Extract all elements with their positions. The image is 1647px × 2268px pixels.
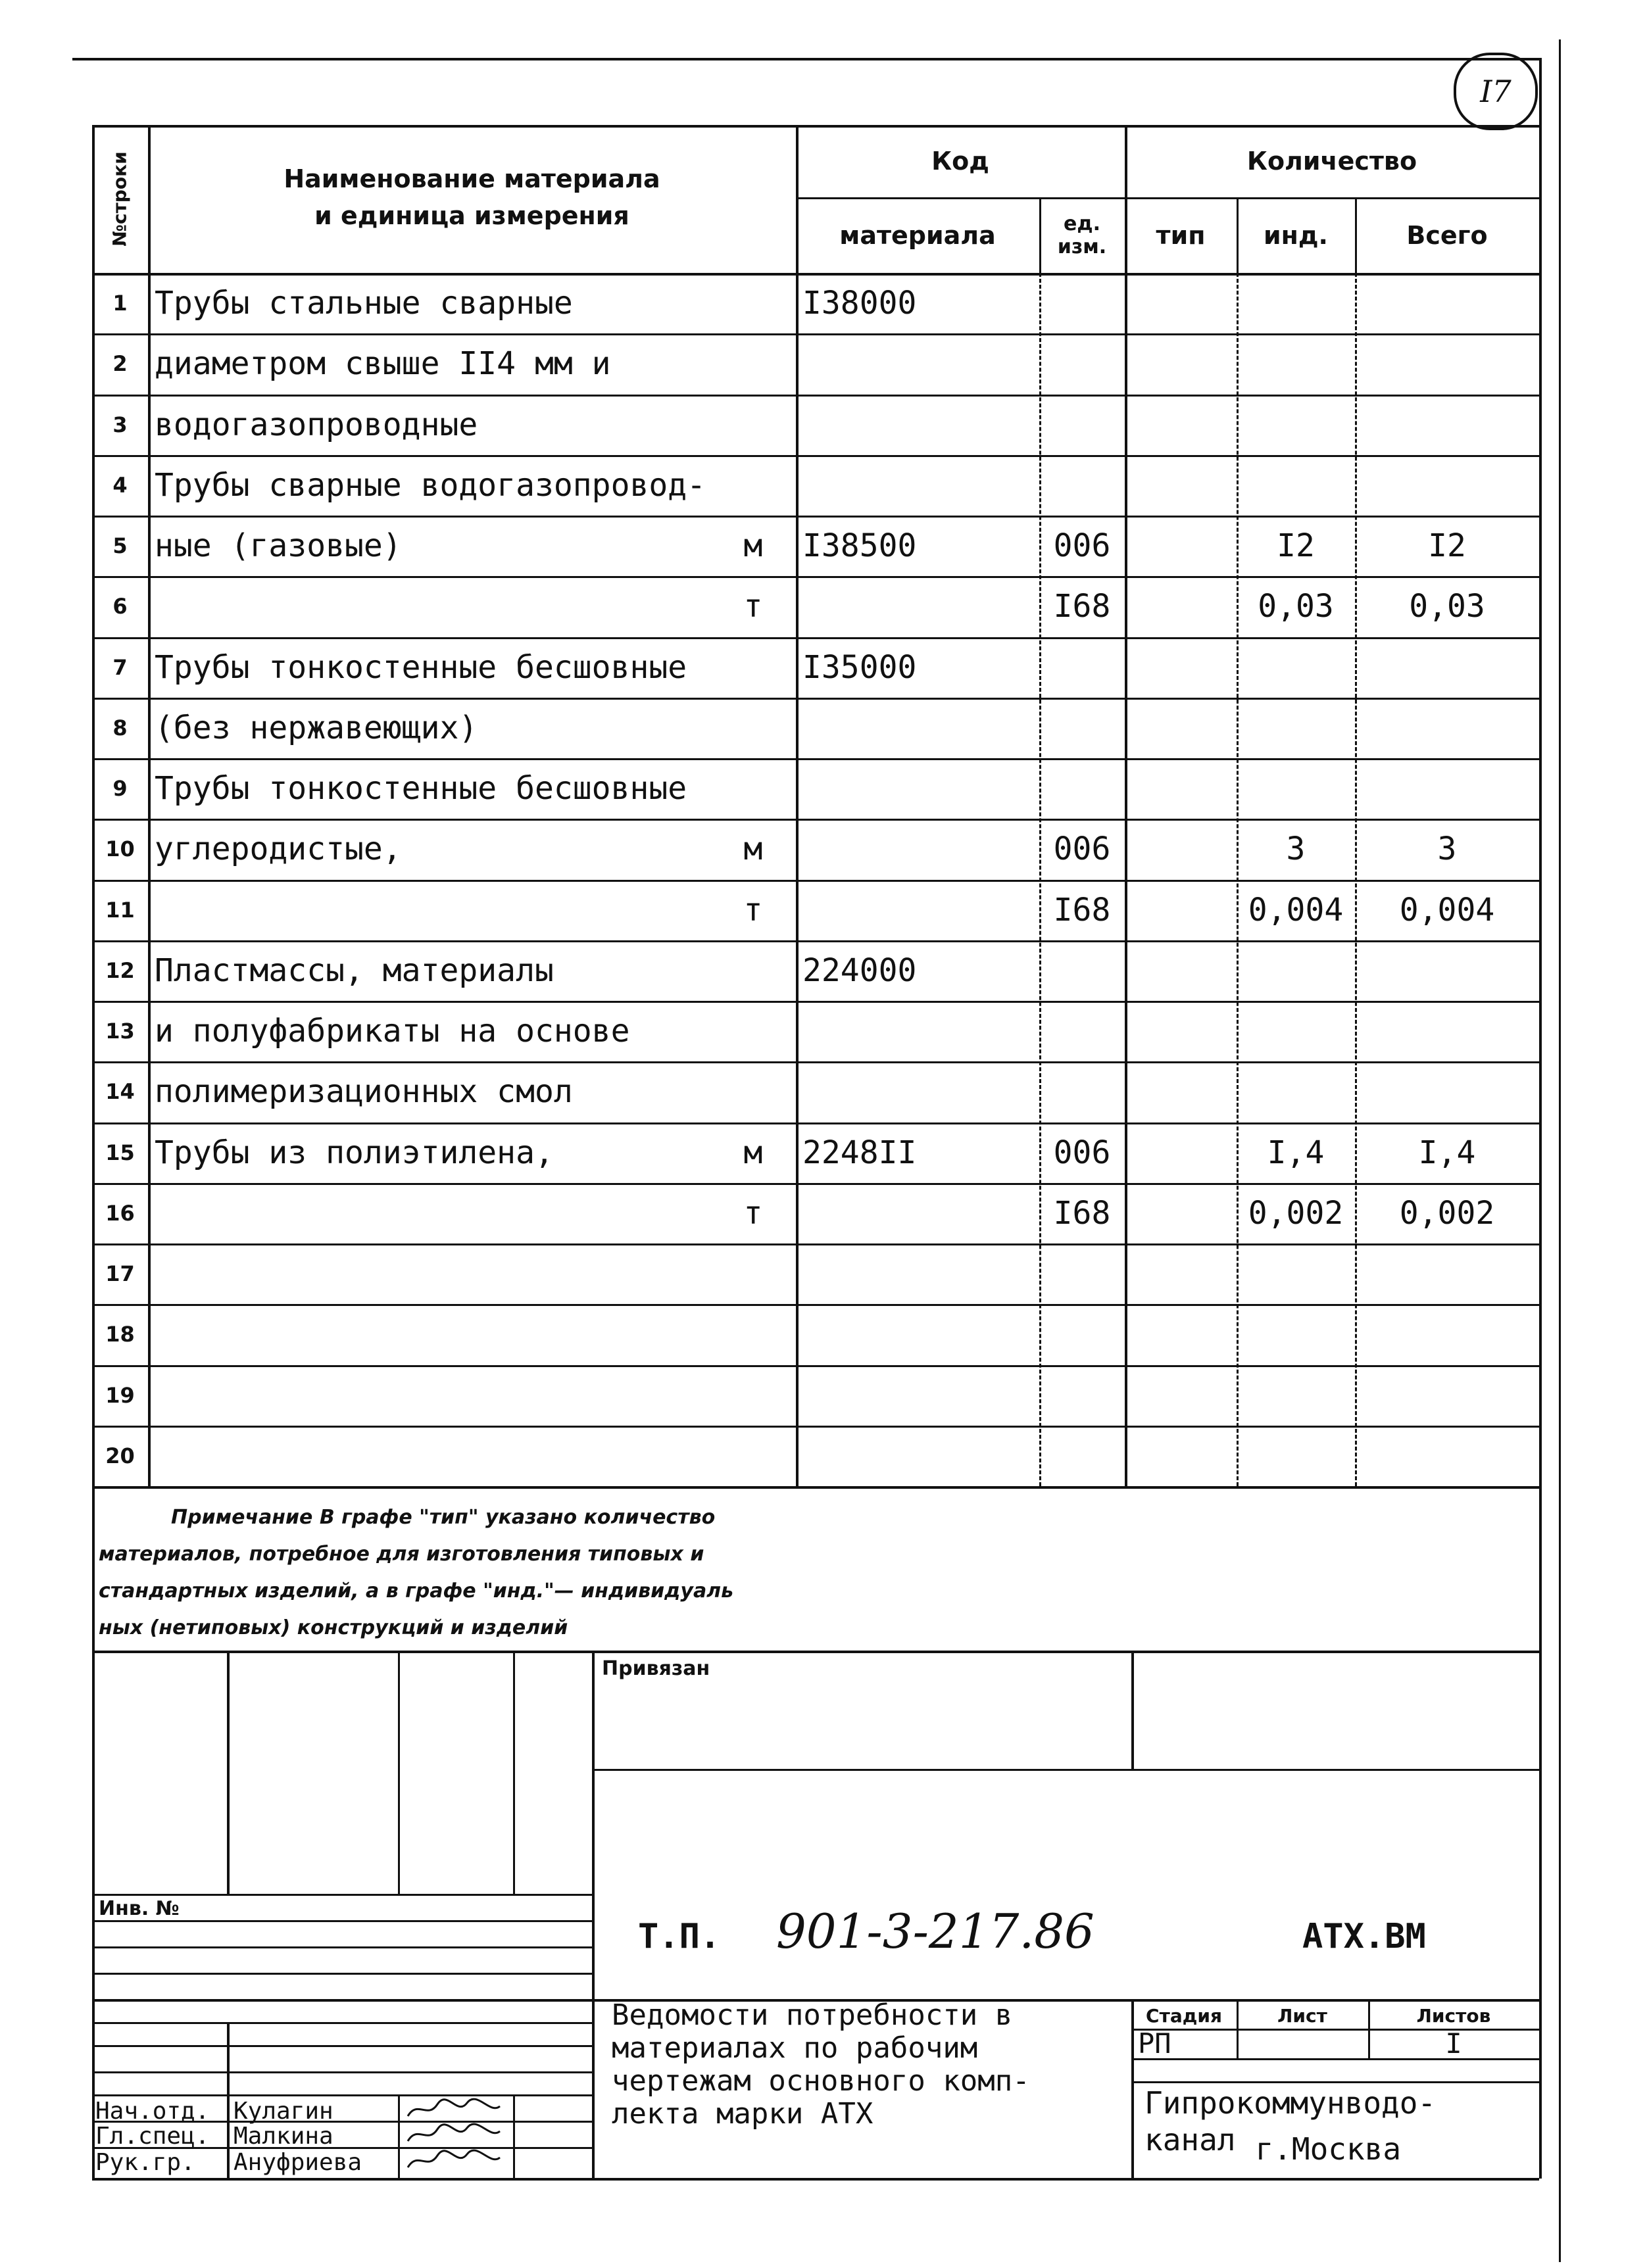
row-total-qty <box>1355 637 1539 698</box>
header-material-code: материала <box>839 220 996 250</box>
row-number: 15 <box>105 1140 135 1165</box>
header-row-number: №строки <box>109 151 132 247</box>
sheet-value <box>1240 2029 1365 2058</box>
frame-top <box>72 58 1539 60</box>
row-total-qty <box>1355 940 1539 1001</box>
row-individual-qty <box>1237 637 1355 698</box>
row-total-qty <box>1355 1243 1539 1304</box>
row-total-qty: 0,004 <box>1399 891 1495 929</box>
row-total-qty <box>1355 395 1539 455</box>
row-number: 2 <box>112 351 128 377</box>
row-number: 17 <box>105 1261 135 1287</box>
row-name <box>155 1183 710 1243</box>
row-unit-code: I68 <box>1053 588 1111 625</box>
row-name <box>155 1426 710 1486</box>
row-name <box>155 1365 710 1426</box>
row-unit-code <box>1039 637 1125 698</box>
row-unit-code <box>1039 940 1125 1001</box>
row-type-qty <box>1125 1304 1237 1364</box>
row-total-qty <box>1355 455 1539 516</box>
row-unit-code: 006 <box>1053 1134 1111 1171</box>
row-unit-code <box>1039 1426 1125 1486</box>
row-individual-qty <box>1237 758 1355 819</box>
row-unit-code <box>1039 1304 1125 1364</box>
row-unit-code <box>1039 455 1125 516</box>
row-material-code <box>802 758 1039 819</box>
row-unit-code: 006 <box>1053 831 1111 868</box>
row-individual-qty <box>1237 1243 1355 1304</box>
row-unit: м <box>743 527 763 565</box>
row-individual-qty: 0,03 <box>1258 588 1334 625</box>
row-individual-qty <box>1237 1001 1355 1061</box>
row-name: Трубы тонкостенные бесшовные <box>155 770 687 808</box>
row-type-qty <box>1125 1061 1237 1122</box>
row-total-qty: I2 <box>1428 527 1466 565</box>
header-individual: инд. <box>1263 220 1328 250</box>
row-unit: т <box>743 1194 763 1232</box>
organization: Гипрокоммунводо- канал г.Москва <box>1144 2085 1437 2167</box>
inventory-label: Инв. № <box>99 1897 180 1920</box>
row-type-qty <box>1125 1122 1237 1183</box>
header-unit-code: ед. изм. <box>1057 212 1107 258</box>
row-total-qty <box>1355 1061 1539 1122</box>
header-type: тип <box>1156 220 1206 250</box>
row-total-qty: 0,03 <box>1409 588 1485 625</box>
row-type-qty <box>1125 940 1237 1001</box>
row-material-code <box>802 819 1039 879</box>
bound-label: Привязан <box>602 1657 710 1680</box>
signature-name: Ануфриева <box>234 2149 362 2176</box>
document-title: Ведомости потребности в материалах по рабочим чертежам основного комп- лекта марки АТХ <box>612 1998 1030 2131</box>
signature-name: Малкина <box>234 2123 333 2150</box>
row-number: 4 <box>112 472 128 498</box>
frame-right <box>1539 58 1542 2179</box>
row-name: углеродистые, <box>155 831 402 868</box>
row-number: 12 <box>105 957 135 983</box>
row-individual-qty <box>1237 1365 1355 1426</box>
row-type-qty <box>1125 819 1237 879</box>
row-type-qty <box>1125 1426 1237 1486</box>
row-type-qty <box>1125 758 1237 819</box>
page-edge-line <box>1559 39 1561 2262</box>
row-individual-qty: 0,004 <box>1248 891 1344 929</box>
row-material-code: 2248II <box>802 1134 917 1171</box>
row-unit: т <box>743 588 763 625</box>
row-unit <box>710 758 796 819</box>
row-material-code <box>802 1243 1039 1304</box>
row-type-qty <box>1125 273 1237 333</box>
row-name: Трубы тонкостенные бесшовные <box>155 648 687 686</box>
row-unit-code <box>1039 1001 1125 1061</box>
row-unit-code <box>1039 698 1125 758</box>
sheets-label: Листов <box>1416 2004 1491 2027</box>
row-individual-qty <box>1237 1304 1355 1364</box>
row-type-qty <box>1125 333 1237 394</box>
row-number: 20 <box>105 1443 135 1468</box>
row-individual-qty <box>1237 273 1355 333</box>
row-individual-qty <box>1237 455 1355 516</box>
sheet-number-badge <box>1454 53 1538 130</box>
row-material-code: I38500 <box>802 527 917 565</box>
row-unit-code <box>1039 1365 1125 1426</box>
stage-value: РП <box>1138 2027 1171 2060</box>
row-type-qty <box>1125 576 1237 637</box>
row-material-code <box>802 455 1039 516</box>
row-unit <box>710 698 796 758</box>
row-name: водогазопроводные <box>155 406 478 443</box>
row-unit <box>710 333 796 394</box>
document-mark: АТХ.ВМ <box>1302 1917 1426 1956</box>
row-individual-qty <box>1237 333 1355 394</box>
handwritten-signature <box>405 2148 503 2174</box>
row-type-qty <box>1125 637 1237 698</box>
row-individual-qty: I,4 <box>1267 1134 1325 1171</box>
header-name: Наименование материала и единица измерения <box>283 164 660 230</box>
row-unit-code <box>1039 758 1125 819</box>
row-unit-code <box>1039 333 1125 394</box>
row-unit <box>710 1243 796 1304</box>
row-type-qty <box>1125 1001 1237 1061</box>
row-unit: т <box>743 891 763 929</box>
row-material-code <box>802 576 1039 637</box>
row-material-code <box>802 1426 1039 1486</box>
row-material-code <box>802 1183 1039 1243</box>
note-block <box>99 1499 733 1647</box>
row-name <box>155 576 710 637</box>
row-number: 11 <box>105 897 135 923</box>
row-number: 3 <box>112 412 128 437</box>
row-material-code: I35000 <box>802 648 917 686</box>
row-number: 10 <box>105 836 135 862</box>
row-number: 6 <box>112 594 128 619</box>
row-name: и полуфабрикаты на основе <box>155 1013 630 1050</box>
row-unit <box>710 940 796 1001</box>
row-material-code <box>802 1061 1039 1122</box>
note-line: Примечание В графе "тип" указано количество <box>171 1506 716 1529</box>
row-individual-qty <box>1237 940 1355 1001</box>
row-number: 18 <box>105 1322 135 1347</box>
row-number: 14 <box>105 1079 135 1105</box>
row-unit <box>710 395 796 455</box>
row-unit <box>710 455 796 516</box>
signature-role: Рук.гр. <box>95 2149 195 2176</box>
row-unit: м <box>743 831 763 868</box>
row-total-qty <box>1355 758 1539 819</box>
row-individual-qty <box>1237 1426 1355 1486</box>
row-name <box>155 1304 710 1364</box>
row-unit-code: 006 <box>1053 527 1111 565</box>
row-individual-qty <box>1237 1061 1355 1122</box>
row-number: 8 <box>112 715 128 740</box>
header-quantity-group: Количество <box>1246 147 1417 176</box>
row-total-qty <box>1355 1365 1539 1426</box>
row-material-code <box>802 333 1039 394</box>
row-material-code <box>802 1001 1039 1061</box>
row-material-code <box>802 1304 1039 1364</box>
row-total-qty <box>1355 333 1539 394</box>
row-individual-qty: 0,002 <box>1248 1194 1344 1232</box>
row-name <box>155 880 710 940</box>
row-material-code: 224000 <box>802 952 917 989</box>
row-type-qty <box>1125 1183 1237 1243</box>
row-unit <box>710 1426 796 1486</box>
row-type-qty <box>1125 395 1237 455</box>
row-individual-qty <box>1237 395 1355 455</box>
row-unit <box>710 1365 796 1426</box>
stage-label: Стадия <box>1146 2004 1222 2027</box>
tp-number: 901-3-217.86 <box>776 1904 1094 1959</box>
row-unit-code <box>1039 1061 1125 1122</box>
row-unit: м <box>743 1134 763 1171</box>
row-material-code: I38000 <box>802 285 917 322</box>
note-line: ных (нетиповых) конструкций и изделий <box>99 1616 568 1639</box>
row-unit <box>710 1304 796 1364</box>
note-line: материалов, потребное для изготовления типовых и <box>99 1543 704 1566</box>
tp-label: Т.П. <box>638 1917 721 1956</box>
row-type-qty <box>1125 516 1237 576</box>
row-name: диаметром свыше II4 мм и <box>155 345 611 383</box>
row-unit <box>710 273 796 333</box>
row-unit-code <box>1039 395 1125 455</box>
header-total: Всего <box>1406 220 1488 250</box>
signature-name: Кулагин <box>234 2098 333 2125</box>
row-type-qty <box>1125 1243 1237 1304</box>
header-code-group: Код <box>931 147 989 176</box>
row-unit <box>710 1001 796 1061</box>
row-name <box>155 1243 710 1304</box>
row-unit-code <box>1039 1243 1125 1304</box>
row-number: 16 <box>105 1200 135 1226</box>
row-number: 7 <box>112 654 128 680</box>
handwritten-signature <box>405 2121 503 2148</box>
row-total-qty <box>1355 273 1539 333</box>
row-material-code <box>802 1365 1039 1426</box>
row-type-qty <box>1125 698 1237 758</box>
sheet-number: I7 <box>1480 74 1512 109</box>
row-name: ные (газовые) <box>155 527 402 565</box>
handwritten-signature <box>405 2096 503 2123</box>
row-total-qty <box>1355 1426 1539 1486</box>
row-number: 13 <box>105 1019 135 1044</box>
row-number: 1 <box>112 291 128 316</box>
row-name: Трубы стальные сварные <box>155 285 573 322</box>
row-unit-code: I68 <box>1053 891 1111 929</box>
row-total-qty: I,4 <box>1418 1134 1476 1171</box>
row-material-code <box>802 698 1039 758</box>
row-total-qty <box>1355 698 1539 758</box>
row-individual-qty: I2 <box>1277 527 1315 565</box>
row-type-qty <box>1125 1365 1237 1426</box>
row-material-code <box>802 880 1039 940</box>
row-unit-code <box>1039 273 1125 333</box>
note-line: стандартных изделий, а в графе "инд."— индивидуаль <box>99 1580 734 1603</box>
row-unit <box>710 1061 796 1122</box>
row-name: Трубы из полиэтилена, <box>155 1134 554 1171</box>
signature-role: Гл.спец. <box>95 2123 210 2150</box>
row-total-qty <box>1355 1304 1539 1364</box>
row-material-code <box>802 395 1039 455</box>
row-number: 5 <box>112 533 128 559</box>
row-individual-qty: 3 <box>1286 831 1306 868</box>
row-name: Трубы сварные водогазопровод- <box>155 466 706 504</box>
row-total-qty <box>1355 1001 1539 1061</box>
sheets-value: I <box>1445 2027 1462 2060</box>
row-name: полимеризационных смол <box>155 1073 573 1111</box>
row-type-qty <box>1125 880 1237 940</box>
sheet-label: Лист <box>1277 2004 1327 2027</box>
row-total-qty: 0,002 <box>1399 1194 1495 1232</box>
row-name: (без нержавеющих) <box>155 709 478 746</box>
row-name: Пластмассы, материалы <box>155 952 554 989</box>
signature-role: Нач.отд. <box>95 2098 210 2125</box>
row-individual-qty <box>1237 698 1355 758</box>
row-unit-code: I68 <box>1053 1194 1111 1232</box>
row-number: 19 <box>105 1382 135 1408</box>
row-number: 9 <box>112 776 128 802</box>
row-unit <box>710 637 796 698</box>
row-total-qty: 3 <box>1437 831 1457 868</box>
row-type-qty <box>1125 455 1237 516</box>
